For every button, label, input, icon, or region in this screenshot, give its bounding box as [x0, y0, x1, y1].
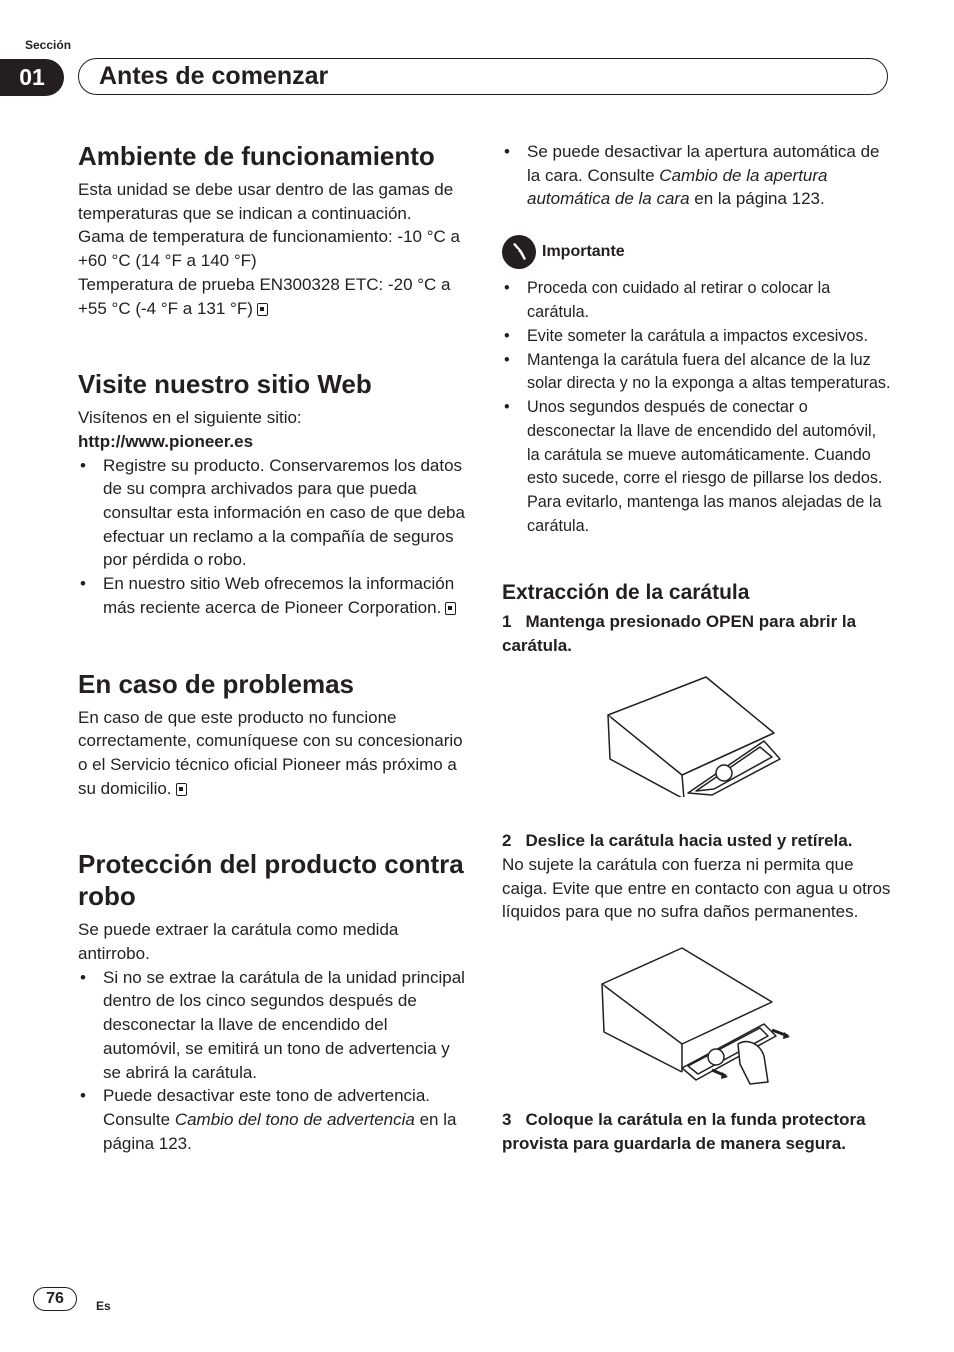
robo-section [78, 848, 468, 1155]
list-item: • Si no se extrae la carátula de la unidad principal dentro de los cinco segundos después de desconectar la llave de encendido del automóvil, se emitirá un tono de advertencia y se abrirá la carátula. [78, 966, 468, 1085]
web-heading: Visite nuestro sitio Web [78, 369, 372, 400]
step-text: Coloque la carátula en la funda protectora provista para guardarla de manera segura. [502, 1110, 866, 1153]
end-of-section-icon [257, 303, 268, 316]
important-list [502, 277, 892, 539]
right-column [502, 140, 892, 1156]
left-column [78, 140, 468, 1155]
ambiente-section [78, 140, 468, 320]
section-number: 01 [19, 64, 45, 90]
list-item [78, 572, 468, 619]
section-label: Sección [25, 38, 72, 52]
web-bullet-list [78, 454, 468, 620]
section-title-bar [78, 58, 888, 95]
list-item: • Mantenga la carátula fuera del alcance de la luz solar directa y no la exponga a altas temperaturas. [502, 349, 892, 397]
extraccion-heading: Extracción de la carátula [502, 580, 750, 604]
list-item-text: en la página 123. [103, 1109, 457, 1153]
robo-intro: Se puede extraer la carátula como medida antirrobo. [78, 920, 399, 964]
robo-heading: Protección del producto contra robo [78, 849, 464, 912]
open-faceplate-illustration [502, 673, 882, 797]
web-section [78, 368, 468, 619]
test-temperature [78, 273, 468, 320]
step-3 [502, 1108, 892, 1155]
website-link[interactable]: http://www.pioneer.es [78, 431, 254, 451]
step-number: 3 [502, 1110, 512, 1130]
step-2 [502, 829, 892, 853]
language-label: Es [96, 1299, 111, 1313]
remove-faceplate-illustration [502, 944, 882, 1088]
test-temperature-text: Temperatura de prueba EN300328 ETC: -20 °C a +55 °C (-4 °F a 131 °F) [78, 274, 451, 318]
page-number: 76 [46, 1290, 64, 1307]
list-item-text: Se puede desactivar la apertura automática de la cara. Consulte [527, 142, 880, 185]
page-number-badge [33, 1287, 77, 1311]
list-item-text: En nuestro sitio Web ofrecemos la información más reciente acerca de Pioneer Corporation. [103, 574, 455, 617]
list-item: • Evite someter la carátula a impactos excesivos. [502, 325, 892, 349]
ambiente-paragraph: Esta unidad se debe usar dentro de las gamas de temperaturas que se indican a continuación. [78, 180, 454, 223]
cross-reference-link[interactable]: Cambio del tono de advertencia [174, 1109, 415, 1129]
end-of-section-icon [445, 602, 456, 615]
list-item [502, 140, 892, 211]
web-intro: Visítenos en el siguiente sitio: [78, 408, 302, 428]
section-number-tab [0, 59, 64, 96]
problemas-section [78, 668, 468, 801]
list-item-text: en la página 123. [689, 189, 825, 209]
section-title: Antes de comenzar [99, 62, 329, 90]
problemas-heading: En caso de problemas [78, 668, 354, 699]
problemas-text: En caso de que este producto no funcione correctamente, comuníquese con su concesionario o el Servicio técnico oficial Pioneer más próximo a su domicilio. [78, 707, 463, 798]
important-label: Importante [542, 243, 625, 261]
important-heading [502, 235, 892, 269]
right-bullet-list [502, 140, 892, 211]
operating-temperature: Gama de temperatura de funcionamiento: -10 °C a +60 °C (14 °F a 140 °F) [78, 227, 460, 271]
list-item: • Proceda con cuidado al retirar o colocar la carátula. [502, 277, 892, 325]
step-text: Mantenga presionado OPEN para abrir la carátula. [502, 611, 857, 655]
step-1 [502, 610, 892, 657]
step-2-body: No sujete la carátula con fuerza ni permita que caiga. Evite que entre en contacto con agua u otros líquidos para que no sufra daños permanentes. [502, 854, 891, 922]
ambiente-heading: Ambiente de funcionamiento [78, 141, 435, 171]
list-item [78, 1084, 468, 1155]
step-number: 2 [502, 831, 512, 851]
step-text: Deslice la carátula hacia usted y retírela. [525, 831, 853, 851]
important-pen-icon [502, 235, 536, 269]
end-of-section-icon [176, 783, 187, 796]
list-item: • Unos segundos después de conectar o desconectar la llave de encendido del automóvil, la carátula se mueve automáticamente. Cuando esto sucede, corre el riesgo de pillarse los dedos. Para evitarlo, mantenga las manos alejadas de la carátula. [502, 396, 892, 539]
cross-reference-link[interactable]: Cambio de la apertura automática de la cara [527, 165, 828, 209]
robo-bullet-list [78, 966, 468, 1156]
list-item: • Registre su producto. Conservaremos los datos de su compra archivados para que pueda consultar esta información en caso de que deba efectuar un reclamo a la compañía de seguros por pérdida o robo. [78, 454, 468, 573]
step-number: 1 [502, 611, 512, 631]
list-item-text: Puede desactivar este tono de advertencia. Consulte [103, 1086, 430, 1129]
problemas-paragraph [78, 706, 468, 801]
